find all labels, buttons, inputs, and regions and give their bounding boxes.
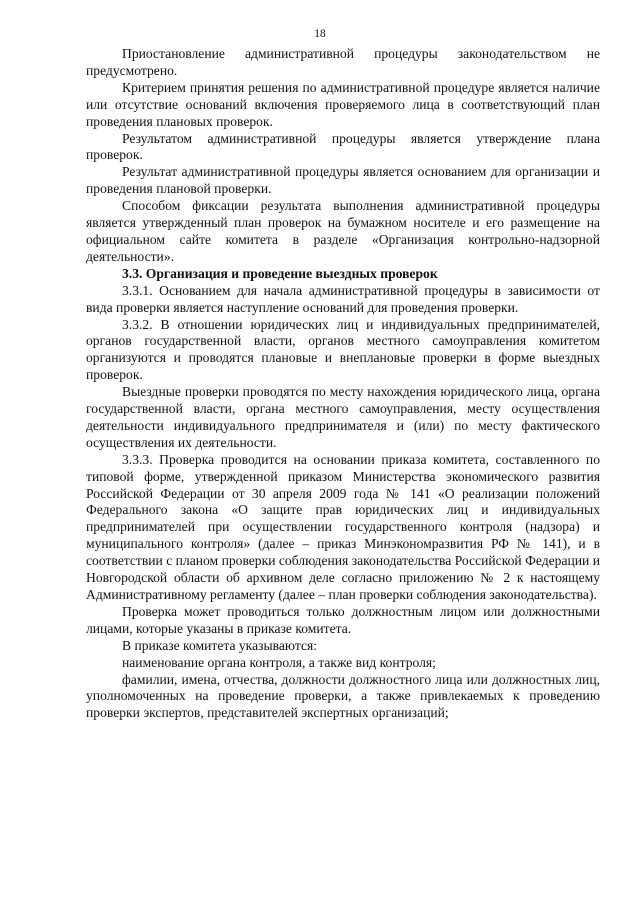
paragraph-suspension: Приостановление административной процедуры законодательством не предусмотрено. [86,46,600,78]
paragraph-3-3-2: 3.3.2. В отношении юридических лиц и индивидуальных предпринимателей, органов государственной власти, органов местного самоуправления комитетом организуются и проводятся плановые и внеплановые проверки в форме выездных проверок. [86,316,600,383]
paragraph-decision-criterion: Критерием принятия решения по административной процедуре является наличие или отсутствие оснований включения проверяемого лица в соответствующий план проведения плановых проверок. [86,79,600,129]
paragraph-inspector: Проверка может проводиться только должностным лицом или должностными лицами, которые указаны в приказе комитета. [86,603,600,636]
section-heading: 3.3. Организация и проведение выездных проверок [122,265,438,281]
document-body [86,46,600,722]
paragraph-result-basis: Результат административной процедуры является основанием для организации и проведения плановой проверки. [86,164,600,197]
paragraph-3-3-3: 3.3.3. Проверка проводится на основании приказа комитета, составленного по типовой форме, утвержденной приказом Министерства экономического развития Российской Федерации от 30 апреля 2009 года № 141 «О реализации положений Федерального закона «О защите прав юридических лиц и индивидуальных предпринимателей при осуществлении государственного контроля (надзора) и муниципального контроля» (далее – приказ Минэкономразвития РФ № 141), и в соответствии с планом проверки соблюдения законодательства Российской Федерации и Новгородской области об архивном деле согласно приложению № 2 к настоящему Административному регламенту (далее – план проверки соблюдения законодательства). [86,451,600,602]
paragraph-order-item-authority: наименование органа контроля, а также вид контроля; [122,654,436,670]
paragraph-order-item-officials: фамилии, имена, отчества, должности должностного лица или должностных лиц, уполномоченных на проведение проверки, а также привлекаемых к проведению проверки экспертов, представителей экспертных организаций; [86,671,600,721]
paragraph-result-fixation: Способом фиксации результата выполнения административной процедуры является утвержденный план проверок на бумажном носителе и его размещение на официальном сайте комитета в разделе «Организация контрольно-надзорной деятельности». [86,198,600,264]
paragraph-3-3-1: 3.3.1. Основанием для начала административной процедуры в зависимости от вида проверки является наступление оснований для проведения проверки. [86,282,600,315]
paragraph-onsite-location: Выездные проверки проводятся по месту нахождения юридического лица, органа государственной власти, органа местного самоуправления, месту осуществления деятельности индивидуального предпринимателя и (или) по месту фактического осуществления их деятельности. [86,384,600,450]
paragraph-order-contents-intro: В приказе комитета указываются: [122,637,318,653]
paragraph-procedure-result: Результатом административной процедуры является утверждение плана проверок. [86,130,600,163]
page-number: 18 [314,28,326,40]
